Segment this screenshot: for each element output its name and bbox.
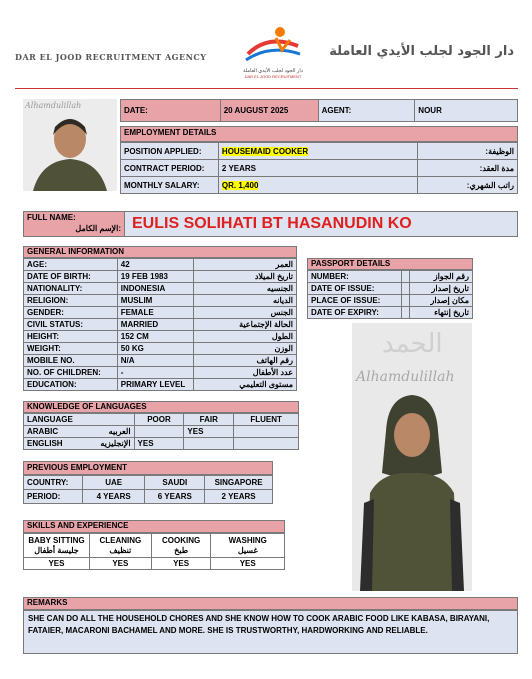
general-value: MARRIED <box>117 319 193 331</box>
general-info-table <box>23 258 297 391</box>
general-info-row <box>24 355 297 367</box>
passport-place-label-ar: مكان إصدار <box>410 295 473 307</box>
previous-employment-header: PREVIOUS EMPLOYMENT <box>23 461 273 475</box>
full-name-label-ar: الإسم الكامل: <box>75 224 121 233</box>
general-label-ar: الطول <box>193 331 296 343</box>
passport-place-label: PLACE OF ISSUE: <box>308 295 402 307</box>
country-1: UAE <box>82 476 145 490</box>
agent-label: AGENT: <box>318 100 415 122</box>
general-label-ar: الديانه <box>193 295 296 307</box>
skill-washing: WASHING غسيل <box>211 534 285 558</box>
skill-cooking-value: YES <box>151 558 211 570</box>
skills-table <box>23 533 285 570</box>
general-info-row <box>24 295 297 307</box>
skill-cleaning: CLEANING تنظيف <box>89 534 151 558</box>
general-info-row <box>24 367 297 379</box>
photo-caption-large: Alhamdulillah <box>356 369 455 385</box>
contract-label: CONTRACT PERIOD: <box>121 160 219 177</box>
general-label: RELIGION: <box>24 295 118 307</box>
general-value: 42 <box>117 259 193 271</box>
lang-english-poor: YES <box>134 438 184 450</box>
general-label-ar: عدد الأطفال <box>193 367 296 379</box>
passport-row <box>308 283 473 295</box>
position-label-ar: الوظيفة: <box>418 143 518 160</box>
skills-header: SKILLS AND EXPERIENCE <box>23 520 285 533</box>
skill-cleaning-value: YES <box>89 558 151 570</box>
skills-names-row <box>24 534 285 558</box>
skill-baby-sitting-value: YES <box>24 558 90 570</box>
general-label: HEIGHT: <box>24 331 118 343</box>
passport-issue-label-ar: تاريخ إصدار <box>410 283 473 295</box>
employment-details-header: EMPLOYMENT DETAILS <box>120 126 518 142</box>
general-info-header: GENERAL INFORMATION <box>23 246 297 258</box>
full-name-label: FULL NAME: <box>27 213 76 222</box>
passport-expiry-value <box>402 307 410 319</box>
languages-table <box>23 413 299 450</box>
passport-place-value <box>402 295 410 307</box>
general-value: MUSLIM <box>117 295 193 307</box>
general-label: WEIGHT: <box>24 343 118 355</box>
period-3: 2 YEARS <box>205 490 273 504</box>
general-label-ar: تاريخ الميلاد <box>193 271 296 283</box>
general-label: MOBILE NO. <box>24 355 118 367</box>
profile-photo-small <box>23 99 117 191</box>
lang-arabic-fair: YES <box>184 426 234 438</box>
portrait-full-icon <box>352 323 472 591</box>
lang-col-poor: POOR <box>134 414 184 426</box>
contract-label-ar: مدة العقد: <box>418 160 518 177</box>
general-label: NATIONALITY: <box>24 283 118 295</box>
passport-expiry-label-ar: تاريخ إنتهاء <box>410 307 473 319</box>
general-info-row <box>24 307 297 319</box>
general-label-ar: العمر <box>193 259 296 271</box>
general-info-row <box>24 331 297 343</box>
language-row <box>24 438 299 450</box>
passport-details-header: PASSPORT DETAILS <box>307 258 473 270</box>
general-value: PRIMARY LEVEL <box>117 379 193 391</box>
general-label-ar: الوزن <box>193 343 296 355</box>
general-info-row <box>24 271 297 283</box>
photo-caption-large-ar: الحمد <box>382 329 443 359</box>
date-label: DATE: <box>121 100 221 122</box>
period-label: PERIOD: <box>24 490 83 504</box>
skills-values-row <box>24 558 285 570</box>
country-2: SAUDI <box>145 476 205 490</box>
photo-caption-small: Alhamdulillah <box>25 101 82 110</box>
passport-number-label-ar: رقم الجواز <box>410 271 473 283</box>
general-info-row <box>24 259 297 271</box>
agency-name-ar: دار الجود لجلب الأيدي العاملة <box>329 44 514 59</box>
remarks-header: REMARKS <box>23 597 518 610</box>
position-value: HOUSEMAID COOKER <box>218 143 417 160</box>
general-label: DATE OF BIRTH: <box>24 271 118 283</box>
period-2: 6 YEARS <box>145 490 205 504</box>
full-name-box <box>23 211 518 237</box>
date-value: 20 AUGUST 2025 <box>220 100 318 122</box>
full-name-value: EULIS SOLIHATI BT HASANUDIN KO <box>132 215 412 232</box>
employment-row <box>121 160 518 177</box>
skill-cooking: COOKING طبخ <box>151 534 211 558</box>
employment-details-table <box>120 142 518 194</box>
position-label: POSITION APPLIED: <box>121 143 219 160</box>
salary-label: MONTHLY SALARY: <box>121 177 219 194</box>
passport-details-table <box>307 270 473 319</box>
general-value: - <box>117 367 193 379</box>
agency-logo <box>238 24 308 84</box>
languages-header-row <box>24 414 299 426</box>
general-label: NO. OF CHILDREN: <box>24 367 118 379</box>
profile-photo-large <box>352 323 472 591</box>
general-info-row <box>24 343 297 355</box>
logo-mark-icon <box>238 24 308 66</box>
lang-english-fair <box>184 438 234 450</box>
lang-col-language: LANGUAGE <box>24 414 135 426</box>
passport-number-value <box>402 271 410 283</box>
general-info-row <box>24 283 297 295</box>
general-label-ar: رقم الهاتف <box>193 355 296 367</box>
general-value: INDONESIA <box>117 283 193 295</box>
general-label: AGE: <box>24 259 118 271</box>
country-row <box>24 476 273 490</box>
general-value: N/A <box>117 355 193 367</box>
period-1: 4 YEARS <box>82 490 145 504</box>
passport-issue-value <box>402 283 410 295</box>
lang-col-fluent: FLUENT <box>234 414 299 426</box>
passport-number-label: NUMBER: <box>308 271 402 283</box>
passport-expiry-label: DATE OF EXPIRY: <box>308 307 402 319</box>
lang-english-fluent <box>234 438 299 450</box>
agency-name-en: DAR EL JOOD RECRUITMENT AGENCY <box>15 52 207 62</box>
employment-row <box>121 143 518 160</box>
logo-text-ar: دار الجود لجلب الأيدي العاملة <box>243 68 303 74</box>
general-value: FEMALE <box>117 307 193 319</box>
employment-row <box>121 177 518 194</box>
passport-issue-label: DATE OF ISSUE: <box>308 283 402 295</box>
general-info-row <box>24 379 297 391</box>
general-info-row <box>24 319 297 331</box>
passport-row <box>308 295 473 307</box>
language-row <box>24 426 299 438</box>
salary-value: QR. 1,400 <box>218 177 417 194</box>
general-value: 50 KG <box>117 343 193 355</box>
header-divider <box>15 88 518 89</box>
skill-baby-sitting: BABY SITTING جليسة أطفال <box>24 534 90 558</box>
date-agent-table <box>120 99 518 122</box>
general-value: 19 FEB 1983 <box>117 271 193 283</box>
lang-arabic-poor <box>134 426 184 438</box>
lang-arabic-fluent <box>234 426 299 438</box>
general-label: CIVIL STATUS: <box>24 319 118 331</box>
lang-arabic: ARABIC العربيه <box>24 426 135 438</box>
languages-header: KNOWLEDGE OF LANGUAGES <box>23 401 299 413</box>
general-label-ar: الجنسيه <box>193 283 296 295</box>
agent-value: NOUR <box>415 100 518 122</box>
passport-row <box>308 307 473 319</box>
general-label-ar: مستوى التعليمي <box>193 379 296 391</box>
lang-col-fair: FAIR <box>184 414 234 426</box>
skill-washing-value: YES <box>211 558 285 570</box>
full-name-label-cell <box>24 212 125 236</box>
previous-employment-table <box>23 475 273 504</box>
logo-text-en: DAR EL JOOD RECRUITMENT <box>244 74 302 79</box>
general-label: EDUCATION: <box>24 379 118 391</box>
general-label: GENDER: <box>24 307 118 319</box>
passport-row <box>308 271 473 283</box>
remarks-text: SHE CAN DO ALL THE HOUSEHOLD CHORES AND SHE KNOW HOW TO COOK ARABIC FOOD LIKE KABASA, BIRAYANI, FATAIER, MACARONI BACHAMEL AND MORE. SHE IS TRUSTWORTHY, HARDWORKING AND RELIABLE. <box>23 610 518 654</box>
period-row <box>24 490 273 504</box>
salary-label-ar: راتب الشهري: <box>418 177 518 194</box>
contract-value: 2 YEARS <box>218 160 417 177</box>
general-value: 152 CM <box>117 331 193 343</box>
country-label: COUNTRY: <box>24 476 83 490</box>
country-3: SINGAPORE <box>205 476 273 490</box>
general-label-ar: الجنس <box>193 307 296 319</box>
general-label-ar: الحالة الإجتماعية <box>193 319 296 331</box>
lang-english: ENGLISH الإنجليزيه <box>24 438 135 450</box>
portrait-icon <box>23 99 117 191</box>
